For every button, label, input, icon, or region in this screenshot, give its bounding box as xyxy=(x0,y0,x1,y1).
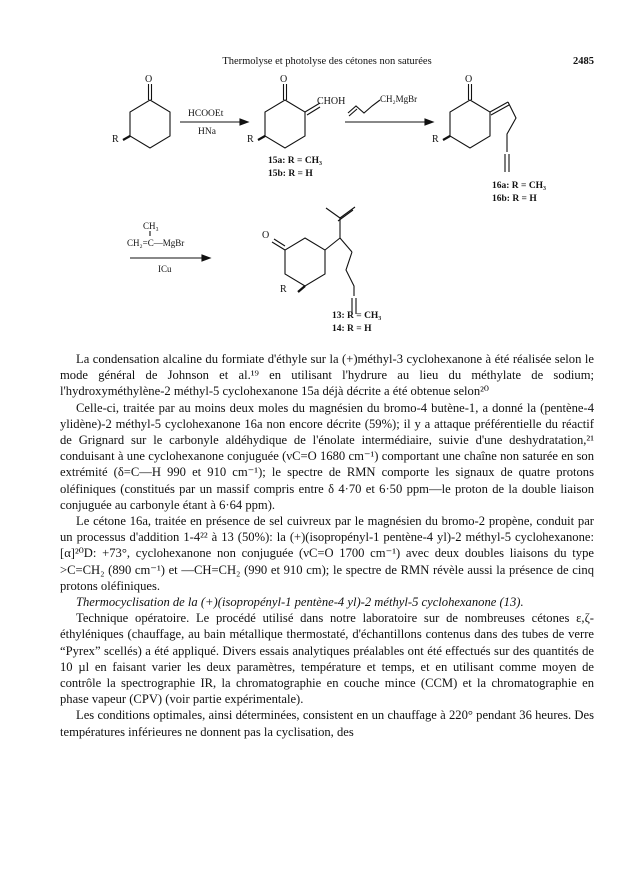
cyclohexanone-ring-a xyxy=(123,84,170,148)
atom-o-c: O xyxy=(465,74,473,85)
atom-r-c: R xyxy=(432,134,439,145)
article-body xyxy=(60,351,594,740)
isopropenyl-ch3: CH₃ xyxy=(143,221,159,231)
atom-o-d: O xyxy=(262,230,270,241)
butenyl-grignard-chain xyxy=(348,100,380,116)
compound-13-label: 13: R = CH₃ xyxy=(332,311,382,321)
paragraph-2: Celle-ci, traitée par au moins deux moles du magnésien du bromo-4 butène-1, a donné la (pentène-4 ylidène)-2 méthyl-5 cyclohexanone 16a non encore décrite (59%); il y a attaque préférentielle du réactif de Grignard sur le carbonyle aldéhydique de l'énolate intermédiaire, suivie d'une deshydratation,²¹ conduisant à une cyclohexanone conjuguée (νC=O 1680 cm⁻¹) comportant une chaîne non saturée en son extrémité (δ=C—H 990 et 910 cm⁻¹); le spectre de RMN comporte les signaux de quatre protons oléfiniques (constitués par un massif compris entre δ 4·70 et 6·50 ppm—le proton de la double liaison conjuguée au carbonyle étant à 6·64 ppm). xyxy=(60,400,594,512)
reagent-hna: HNa xyxy=(198,127,216,137)
grignard-ch2mgbr: CH₂MgBr xyxy=(380,94,418,104)
isopropenyl-pentenyl-ketone-ring xyxy=(272,207,356,314)
atom-r-b: R xyxy=(247,134,254,145)
atom-r-a: R xyxy=(112,134,119,145)
hydroxymethylene-ketone-ring xyxy=(258,84,320,148)
reagent-icu: ICu xyxy=(158,264,172,274)
paragraph-1: La condensation alcaline du formiate d'éthyle sur la (+)méthyl-3 cyclohexanone à été réalisée selon le mode général de Johnson et al.¹⁹ en utilisant l'hydrure au lieu du méthylate de sodium; l'hydroxyméthylène-2 méthyl-5 cyclohexanone 15a déjà décrite a été obtenue selon²⁰ xyxy=(60,352,594,399)
pentenylidene-ketone-ring xyxy=(443,84,516,172)
atom-o-b: O xyxy=(280,74,288,85)
paragraph-3: Le cétone 16a, traitée en présence de sel cuivreux par le magnésien du bromo-2 propène, conduit par un processus d'addition 1-4²² à 13 (50%): la (+)(isopropényl-1 pentène-4 yl)-2 méthyl-5 cyclohexanone: [α]²⁰D: +73°, cyclohexanone non conjuguée (νC=O 1700 cm⁻¹) avec deux doubles liaisons du type >C=CH₂ (890 cm⁻¹) et —CH=CH₂ (990 et 910 cm); le spectre de RMN révèle aussi la présence de cinq protons oléfiniques. xyxy=(60,514,594,593)
isopropenyl-mgbr: CH₂=C—MgBr xyxy=(127,238,185,248)
compound-16a-label: 16a: R = CH₃ xyxy=(492,181,546,191)
reagent-hcooet: HCOOEt xyxy=(188,109,224,119)
compound-15a-label: 15a: R = CH₃ xyxy=(268,156,322,166)
running-title: Thermolyse et photolyse des cétones non saturées xyxy=(222,56,432,67)
choh-label: CHOH xyxy=(317,96,346,107)
atom-o-a: O xyxy=(145,74,153,85)
reaction-scheme xyxy=(0,0,624,340)
section-heading: Thermocyclisation de la (+)(isopropényl-1 pentène-4 yl)-2 méthyl-5 cyclohexanone (13). xyxy=(76,595,524,610)
technique-paragraph: Technique opératoire. Le procédé utilisé dans notre laboratoire sur de nombreuses cétones ε,ζ-éthyléniques (chauffage, au bain métallique thermostaté, d'échantillons contenus dans des tubes de verre “Pyrex” scellés) a été appliqué. Divers essais analytiques préalables ont été effectués sur des quantités de 10 µl en faisant varier les deux paramètres, température et temps, et en utilisant comme moyen de contrôle la spectrographie IR, la chromatographie en couche mince (CCM) et la chromatographie en phase vapeur (CPV) (voir partie expérimentale). xyxy=(60,611,594,707)
atom-r-d: R xyxy=(280,284,287,295)
page-number: 2485 xyxy=(573,56,594,67)
compound-14-label: 14: R = H xyxy=(332,324,372,334)
compound-16b-label: 16b: R = H xyxy=(492,194,537,204)
final-paragraph: Les conditions optimales, ainsi déterminées, consistent en un chauffage à 220° pendant 36 heures. Des températures inférieures ne donnent pas la cyclisation, des xyxy=(60,708,594,739)
compound-15b-label: 15b: R = H xyxy=(268,169,313,179)
